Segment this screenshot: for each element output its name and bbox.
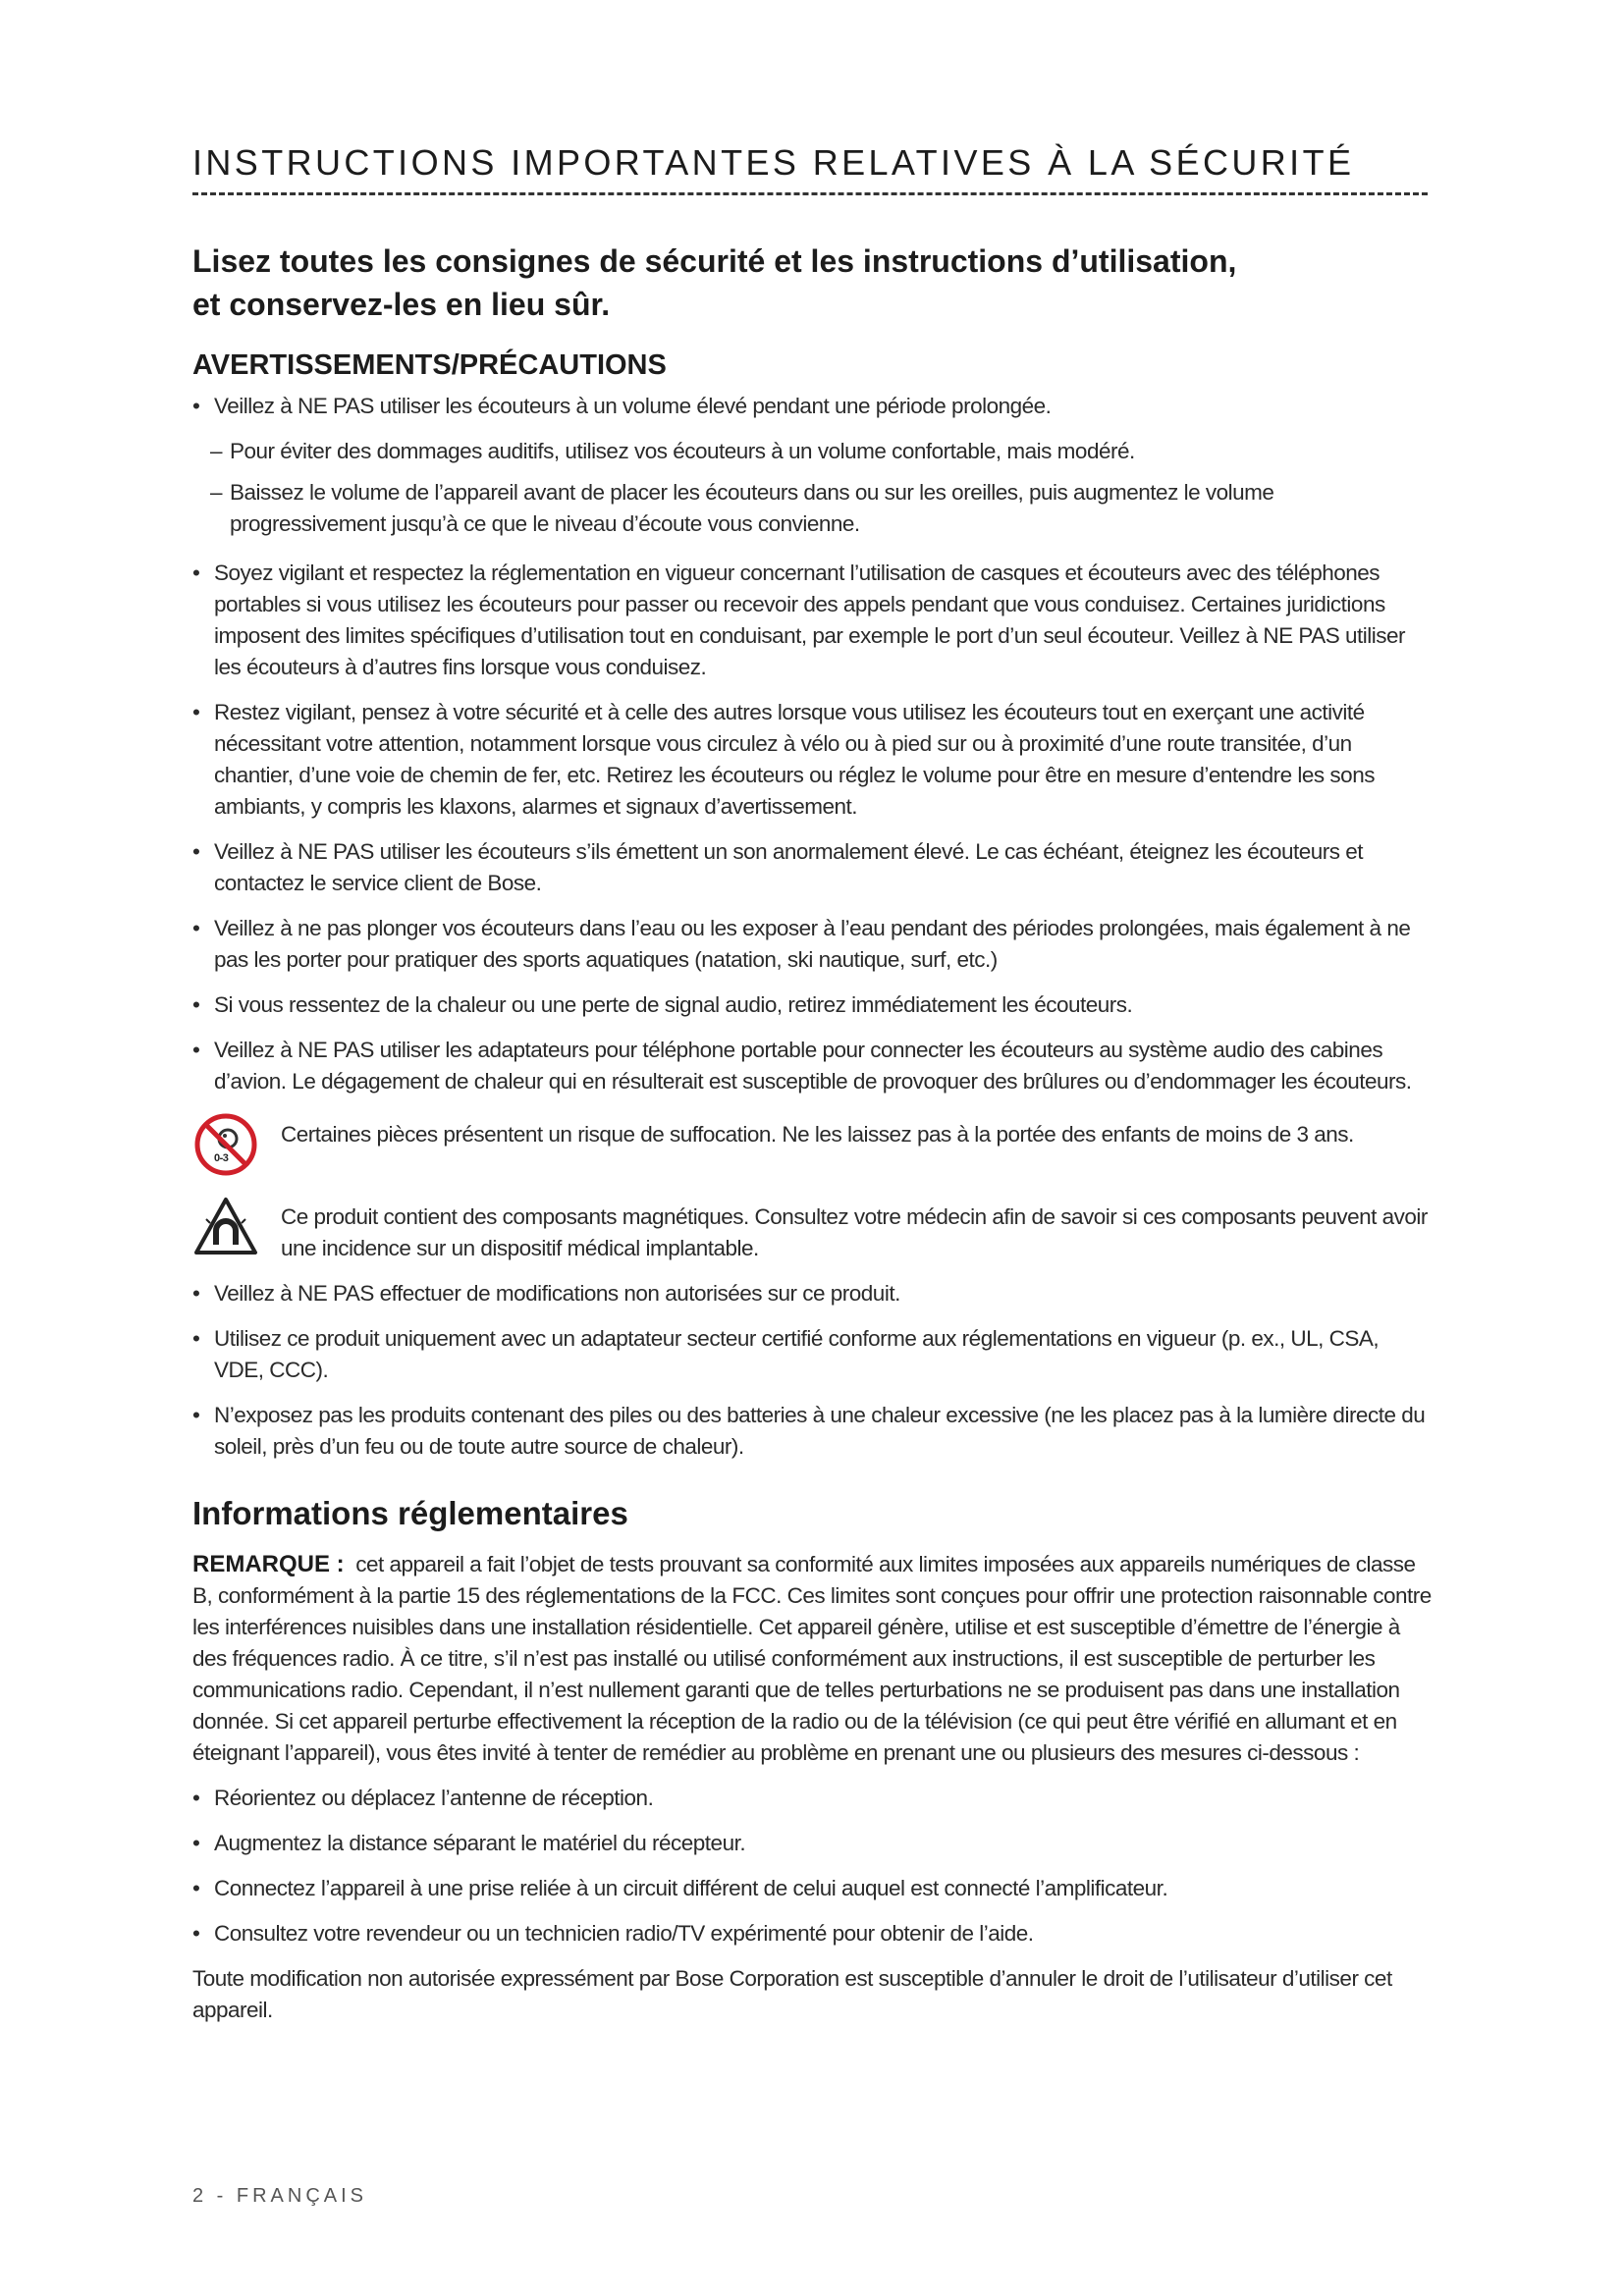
- warning-item: • Veillez à NE PAS utiliser les écouteurs s’ils émettent un son anormalement élevé. Le cas échéant, éteignez les écouteurs et contactez le service client de Bose.: [192, 836, 1432, 899]
- warning-item: • Restez vigilant, pensez à votre sécurité et à celle des autres lorsque vous utilisez les écouteurs tout en exerçant une activité nécessitant votre attention, notamment lorsque vous circulez à vélo ou à pied sur ou à proximité d’une route transitée, d’un chantier, d’une voie de chemin de fer, etc. Retirez les écouteurs ou réglez le volume pour être en mesure d’entendre les sons ambiants, y compris les klaxons, alarmes et signaux d’avertissement.: [192, 697, 1432, 823]
- magnet-notice: [192, 1194, 1432, 1264]
- warnings-heading: AVERTISSEMENTS/PRÉCAUTIONS: [192, 349, 667, 381]
- measure-item: • Connectez l’appareil à une prise reliée à un circuit différent de celui auquel est connecté l’amplificateur.: [192, 1873, 1432, 1904]
- page-title: INSTRUCTIONS IMPORTANTES RELATIVES À LA SÉCURITÉ: [192, 142, 1355, 183]
- measure-item: • Consultez votre revendeur ou un technicien radio/TV expérimenté pour obtenir de l’aide.: [192, 1918, 1432, 1949]
- warning-subitem: – Baissez le volume de l’appareil avant de placer les écouteurs dans ou sur les oreilles, puis augmentez le volume progressivement jusqu’à ce que le niveau d’écoute vous convienne.: [192, 477, 1432, 540]
- warning-text: • Veillez à NE PAS utiliser les écouteurs à un volume élevé pendant une période prolongée.: [214, 394, 1052, 418]
- intro-line-2: et conservez-les en lieu sûr.: [192, 287, 611, 322]
- intro-line-1: Lisez toutes les consignes de sécurité et les instructions d’utilisation,: [192, 243, 1237, 279]
- warning-item: • Utilisez ce produit uniquement avec un adaptateur secteur certifié conforme aux réglementations en vigueur (p. ex., UL, CSA, VDE, CCC).: [192, 1323, 1432, 1386]
- warning-item: • Veillez à NE PAS utiliser les adaptateurs pour téléphone portable pour connecter les écouteurs au système audio des cabines d’avion. Le dégagement de chaleur qui en résulterait est susceptible de provoquer des brûlures ou d’endommager les écouteurs.: [192, 1035, 1432, 1097]
- warning-item: • Si vous ressentez de la chaleur ou une perte de signal audio, retirez immédiatement les écouteurs.: [192, 989, 1432, 1021]
- choking-hazard-icon: [192, 1111, 259, 1178]
- measure-item: • Réorientez ou déplacez l’antenne de réception.: [192, 1783, 1432, 1814]
- page-footer: 2 - FRANÇAIS: [192, 2185, 368, 2207]
- choking-hazard-text: Certaines pièces présentent un risque de suffocation. Ne les laissez pas à la portée des enfants de moins de 3 ans.: [281, 1122, 1354, 1147]
- warning-subitem: – Pour éviter des dommages auditifs, utilisez vos écouteurs à un volume confortable, mais modéré.: [192, 436, 1432, 467]
- intro-heading: [192, 240, 1371, 326]
- warning-item: [192, 391, 1432, 422]
- warning-item: • Veillez à NE PAS effectuer de modifications non autorisées sur ce produit.: [192, 1278, 1432, 1309]
- note-text: cet appareil a fait l’objet de tests prouvant sa conformité aux limites imposées aux appareils numériques de classe B, conformément à la partie 15 des réglementations de la FCC. Ces limites sont conçues pour offrir une protection raisonnable contre les interférences nuisibles dans une installation résidentielle. Cet appareil génère, utilise et est susceptible d’émettre de l’énergie à des fréquences radio. À ce titre, s’il n’est pas installé ou utilisé conformément aux instructions, il est susceptible de perturber les communications radio. Cependant, il n’est nullement garanti que de telles perturbations ne se produisent pas dans une installation donnée. Si cet appareil perturbe effectivement la réception de la radio ou de la télévision (ce qui peut être vérifié en allumant et en éteignant l’appareil), vous êtes invité à tenter de remédier au problème en prenant une ou plusieurs des mesures ci-dessous :: [192, 1552, 1432, 1765]
- choking-hazard-notice: [192, 1111, 1432, 1176]
- title-divider: [192, 192, 1428, 195]
- closing-paragraph: Toute modification non autorisée expressément par Bose Corporation est susceptible d’annuler le droit de l’utilisateur d’utiliser cet appareil.: [192, 1966, 1392, 2022]
- warning-item: • N’exposez pas les produits contenant des piles ou des batteries à une chaleur excessive (ne les placez pas à la lumière directe du soleil, près d’un feu ou de toute autre source de chaleur).: [192, 1400, 1432, 1463]
- regulatory-heading: Informations réglementaires: [192, 1495, 628, 1531]
- note-label: REMARQUE :: [192, 1551, 345, 1577]
- warning-item: • Soyez vigilant et respectez la réglementation en vigueur concernant l’utilisation de casques et écouteurs avec des téléphones portables si vous utilisez les écouteurs pour passer ou recevoir des appels pendant que vous conduisez. Certaines juridictions imposent des limites spécifiques d’utilisation tout en conduisant, par exemple le port d’un seul écouteur. Veillez à NE PAS utiliser les écouteurs à d’autres fins lorsque vous conduisez.: [192, 558, 1432, 683]
- document-body: [192, 391, 1432, 2040]
- choking-icon-label: 0-3: [214, 1152, 229, 1164]
- measure-item: • Augmentez la distance séparant le matériel du récepteur.: [192, 1828, 1432, 1859]
- fcc-note: [192, 1549, 1432, 1769]
- magnet-text: Ce produit contient des composants magnétiques. Consultez votre médecin afin de savoir si ces composants peuvent avoir une incidence sur un dispositif médical implantable.: [281, 1204, 1428, 1260]
- warning-item: • Veillez à ne pas plonger vos écouteurs dans l’eau ou les exposer à l’eau pendant des périodes prolongées, mais également à ne pas les porter pour pratiquer des sports aquatiques (natation, ski nautique, surf, etc.): [192, 913, 1432, 976]
- magnet-warning-icon: [192, 1194, 259, 1260]
